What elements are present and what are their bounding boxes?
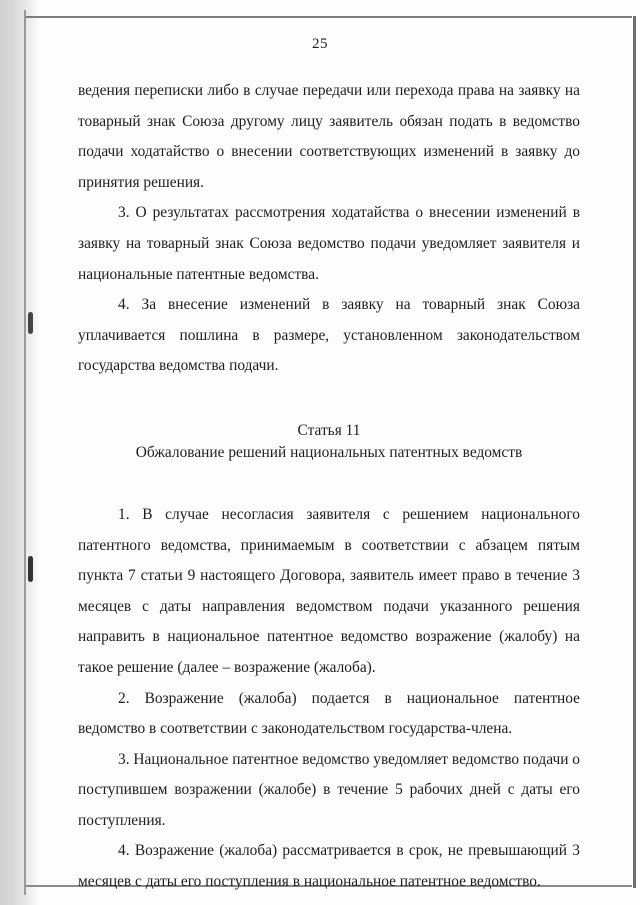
article-11-paragraph-4: 4. Возражение (жалоба) рассматривается в срок, не превышающий 3 месяцев с даты его поступления в национальное патентное ведомство.: [78, 842, 580, 891]
page-number: 25: [312, 36, 328, 52]
scan-artifact-mark: [28, 556, 33, 582]
document-body: [78, 76, 580, 898]
article-11-paragraph-3: 3. Национальное патентное ведомство уведомляет ведомство подачи о поступившем возражении (жалобе) в течение 5 рабочих дней с даты его поступления.: [78, 750, 580, 829]
article-11-paragraph-1: 1. В случае несогласия заявителя с решением национального патентного ведомства, принимаемым в соответствии с абзацем пятым пункта 7 статьи 9 настоящего Договора, заявитель имеет право в течение 3 месяцев с даты направления ведомством подачи указанного решения направить в национальное патентное ведомство возражение (жалобу) на такое решение (далее – возражение (жалоба).: [78, 505, 580, 676]
article-heading: [78, 420, 580, 464]
paragraph-continuation: ведения переписки либо в случае передачи или перехода права на заявку на товарный знак Союза другому лицу заявитель обязан подать в ведомство подачи ходатайство о внесении соответствующих изменений в заявку до принятия решения.: [78, 82, 580, 191]
scan-top-border: [26, 16, 632, 18]
paragraph-item-4: 4. За внесение изменений в заявку на товарный знак Союза уплачивается пошлина в размере, установленном законодательством государства ведомства подачи.: [78, 296, 580, 375]
scan-artifact-mark: [28, 312, 33, 334]
article-subtitle: Обжалование решений национальных патентных ведомств: [135, 443, 523, 461]
scan-left-shadow: [0, 0, 38, 905]
article-11-paragraph-2: 2. Возражение (жалоба) подается в национальное патентное ведомство в соответствии с законодательством государства-члена.: [78, 689, 580, 738]
article-title: Статья 11: [297, 421, 361, 439]
scan-left-border: [24, 10, 26, 895]
paragraph-item-3: 3. О результатах рассмотрения ходатайства о внесении изменений в заявку на товарный знак Союза ведомство подачи уведомляет заявителя и национальные патентные ведомства.: [78, 204, 580, 283]
scan-right-border: [633, 16, 636, 888]
